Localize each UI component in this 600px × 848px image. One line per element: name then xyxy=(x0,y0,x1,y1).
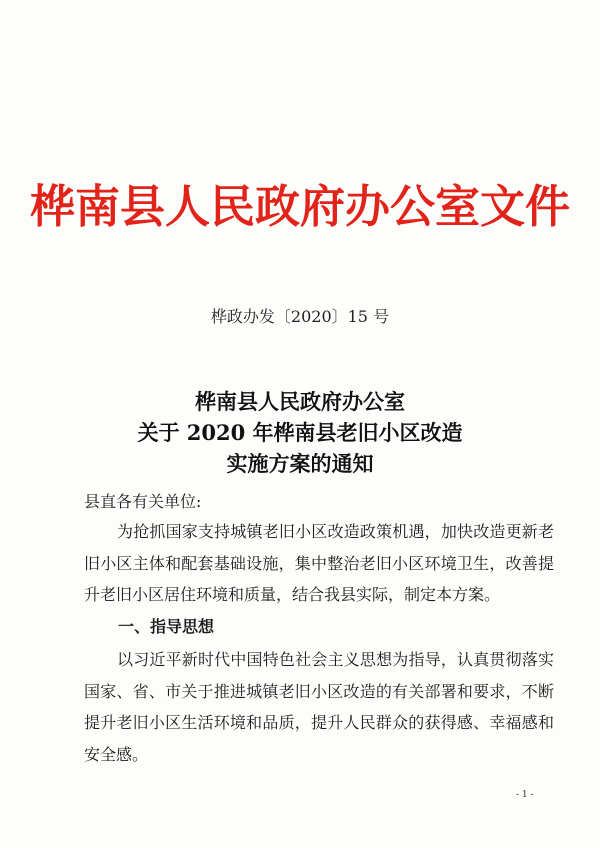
notice-title xyxy=(0,386,600,479)
notice-title-line: 桦南县人民政府办公室 xyxy=(195,389,405,414)
page-number: - 1 - xyxy=(516,790,534,800)
body-paragraph-guiding-ideology: 以习近平新时代中国特色社会主义思想为指导，认真贯彻落实国家、省、市关于推进城镇老旧小区改造的有关部署和要求，不断提升老旧小区生活环境和品质，提升人民群众的获得感、幸福感和安全感。 xyxy=(84,650,554,764)
notice-title-line: 关于 2020 年桦南县老旧小区改造 xyxy=(137,420,463,445)
document-header-title: 桦南县人民政府办公室文件 xyxy=(29,180,570,233)
notice-title-line: 实施方案的通知 xyxy=(226,451,374,476)
body-paragraph-intro: 为抢抓国家支持城镇老旧小区改造政策机遇，加快改造更新老旧小区主体和配套基础设施，集中整治老旧小区环境卫生，改善提升老旧小区居住环境和质量，结合我县实际，制定本方案。 xyxy=(84,522,554,604)
document-number: 桦政办发〔2020〕15 号 xyxy=(210,307,390,326)
addressee: 县直各有关单位: xyxy=(84,492,202,511)
section-heading-guiding-ideology: 一、指导思想 xyxy=(118,617,215,636)
